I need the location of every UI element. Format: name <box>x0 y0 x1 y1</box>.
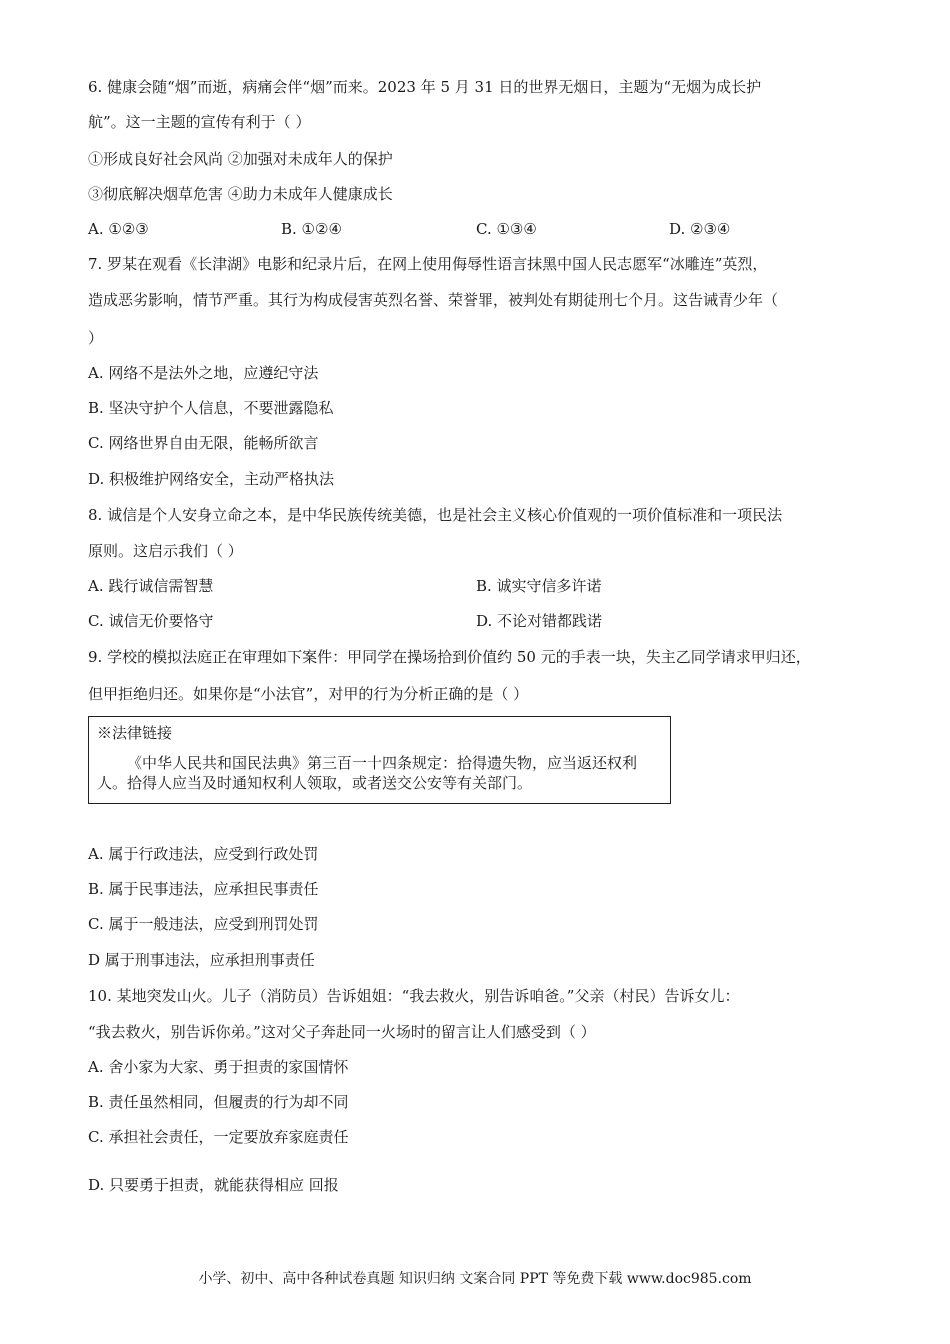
q7-stem-line2: 造成恶劣影响，情节严重。其行为构成侵害英烈名誉、荣誉罪，被判处有期徒刑七个月。这告诫青少年（ <box>88 291 779 309</box>
q9-option-c[interactable]: C. 属于一般违法，应受到刑罚处罚 <box>88 915 319 933</box>
q7-option-c[interactable]: C. 网络世界自由无限，能畅所欲言 <box>88 434 319 452</box>
q9-stem-line2: 但甲拒绝归还。如果你是“小法官”，对甲的行为分析正确的是（ ） <box>88 685 529 703</box>
q7-stem-line3: ） <box>88 329 104 347</box>
q9-option-a[interactable]: A. 属于行政违法，应受到行政处罚 <box>88 845 319 863</box>
q6-stem-line1: 6. 健康会随“烟”而逝，病痛会伴“烟”而来。2023 年 5 月 31 日的世界无烟日，主题为“无烟为成长护 <box>88 78 762 96</box>
q6-statements-1-2: ①形成良好社会风尚 ②加强对未成年人的保护 <box>88 150 393 168</box>
q8-stem-line2: 原则。这启示我们（ ） <box>88 542 243 560</box>
q8-option-a[interactable]: A. 践行诚信需智慧 <box>88 577 214 595</box>
q8-stem-line1: 8. 诚信是个人安身立命之本，是中华民族传统美德，也是社会主义核心价值观的一项价值标准和一项民法 <box>88 506 783 524</box>
q9-stem-line1: 9. 学校的模拟法庭正在审理如下案件：甲同学在操场拾到价值约 50 元的手表一块，失主乙同学请求甲归还， <box>88 648 811 666</box>
q10-option-b[interactable]: B. 责任虽然相同，但履责的行为却不同 <box>88 1093 349 1111</box>
q8-option-d[interactable]: D. 不论对错都践诺 <box>476 612 603 630</box>
q10-option-c[interactable]: C. 承担社会责任，一定要放弃家庭责任 <box>88 1128 349 1146</box>
page-footer: 小学、初中、高中各种试卷真题 知识归纳 文案合同 PPT 等免费下载 www.doc985.com <box>198 1271 752 1287</box>
q6-statements-3-4: ③彻底解决烟草危害 ④助力未成年人健康成长 <box>88 185 393 203</box>
q7-option-b[interactable]: B. 坚决守护个人信息，不要泄露隐私 <box>88 399 334 417</box>
q10-option-d[interactable]: D. 只要勇于担责，就能获得相应 回报 <box>88 1176 339 1194</box>
q7-option-a[interactable]: A. 网络不是法外之地，应遵纪守法 <box>88 364 319 382</box>
q6-option-b[interactable]: B. ①②④ <box>281 220 342 238</box>
q6-stem-line2: 航”。这一主题的宣传有利于（ ） <box>88 113 311 131</box>
q7-option-d[interactable]: D. 积极维护网络安全，主动严格执法 <box>88 470 335 488</box>
q10-stem-line2: “我去救火，别告诉你弟。”这对父子奔赴同一火场时的留言让人们感受到（ ） <box>88 1023 596 1041</box>
law-link-text: 《中华人民共和国民法典》第三百一十四条规定：拾得遗失物，应当返还权利人。拾得人应当及时通知权利人领取，或者送交公安等有关部门。 <box>97 754 638 792</box>
q8-option-b[interactable]: B. 诚实守信多许诺 <box>476 577 602 595</box>
q6-option-d[interactable]: D. ②③④ <box>669 220 731 238</box>
law-link-title: ※法律链接 <box>97 724 173 742</box>
q9-option-b[interactable]: B. 属于民事违法，应承担民事责任 <box>88 880 319 898</box>
q6-option-c[interactable]: C. ①③④ <box>476 220 537 238</box>
q7-stem-line1: 7. 罗某在观看《长津湖》电影和纪录片后，在网上使用侮辱性语言抹黑中国人民志愿军“冰雕连”英烈， <box>88 255 768 273</box>
q6-option-a[interactable]: A. ①②③ <box>88 220 149 238</box>
law-link-box <box>88 716 671 804</box>
q10-stem-line1: 10. 某地突发山火。儿子（消防员）告诉姐姐：“我去救火，别告诉咱爸。”父亲（村民）告诉女儿： <box>88 987 740 1005</box>
q10-option-a[interactable]: A. 舍小家为大家、勇于担责的家国情怀 <box>88 1058 349 1076</box>
q8-option-c[interactable]: C. 诚信无价要恪守 <box>88 612 214 630</box>
q9-option-d[interactable]: D 属于刑事违法，应承担刑事责任 <box>88 951 315 969</box>
